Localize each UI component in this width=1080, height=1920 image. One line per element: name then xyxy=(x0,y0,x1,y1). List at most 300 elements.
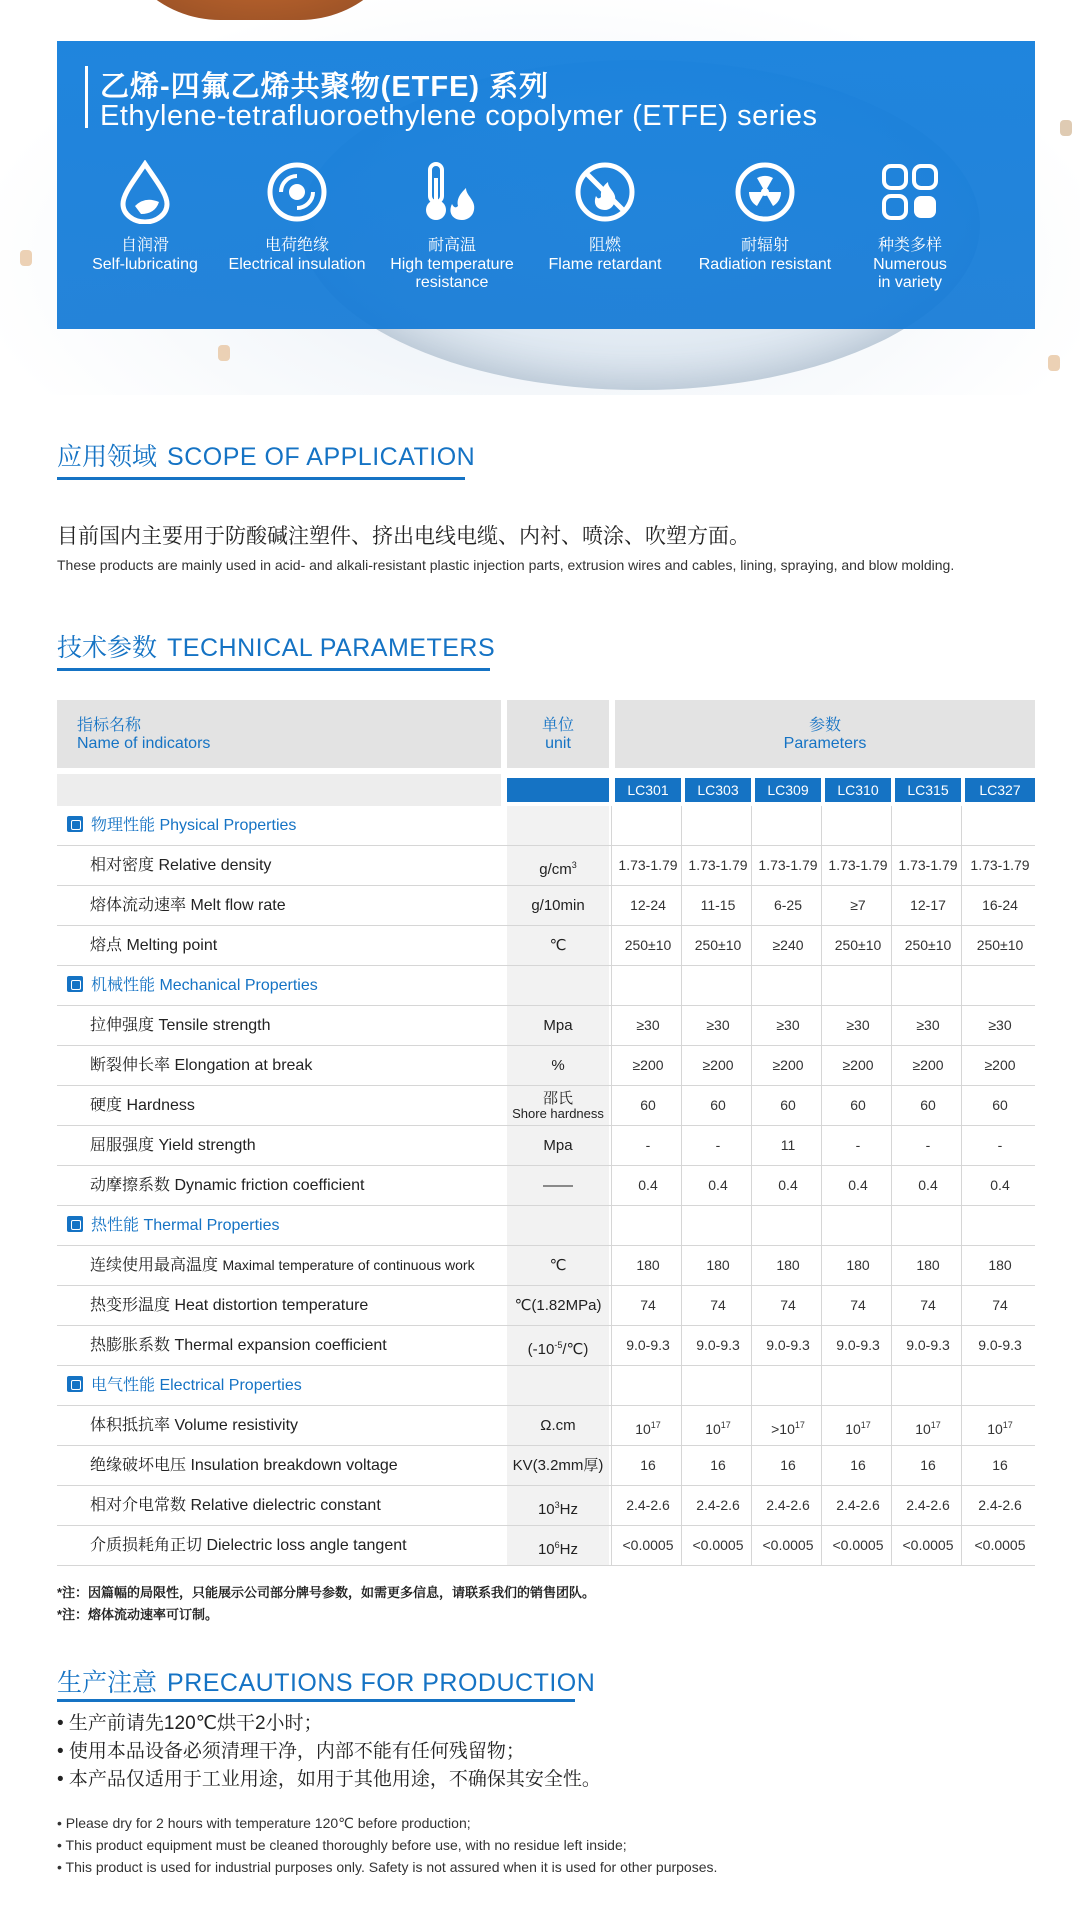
value-lc309 xyxy=(755,1326,821,1365)
value-text: 0.4 xyxy=(918,1177,938,1193)
category-label xyxy=(57,806,501,845)
indicator-name: 断裂伸长率 Elongation at break xyxy=(90,1057,313,1074)
scope-underline xyxy=(57,477,465,480)
scope-heading-cn: 应用领域 xyxy=(57,443,158,471)
column-divider xyxy=(821,806,822,845)
column-divider xyxy=(681,1086,682,1125)
column-divider xyxy=(961,1366,962,1405)
unit-suffix: Hz xyxy=(559,1501,579,1518)
column-divider xyxy=(961,926,962,965)
model-lc303: LC303 xyxy=(685,778,751,802)
unit-cell xyxy=(507,1006,609,1045)
value-lc327 xyxy=(965,1326,1035,1365)
column-divider xyxy=(751,1086,752,1125)
value-lc327 xyxy=(965,1486,1035,1525)
unit-base: (-10 xyxy=(527,1341,555,1358)
column-divider xyxy=(751,966,752,1005)
pellet xyxy=(1060,120,1072,136)
value-lc301 xyxy=(615,846,681,885)
mechanical-category-icon xyxy=(67,976,83,992)
value-lc309 xyxy=(755,1446,821,1485)
value-text: 60 xyxy=(710,1097,726,1113)
value-lc309 xyxy=(755,1526,821,1565)
indicator-name: 体积抵抗率 Volume resistivity xyxy=(90,1417,299,1434)
column-divider xyxy=(891,1526,892,1565)
value-lc327 xyxy=(965,846,1035,885)
unit-text: KV(3.2mm厚) xyxy=(512,1457,604,1474)
value-lc327 xyxy=(965,1286,1035,1325)
value-lc315 xyxy=(895,1046,961,1085)
series-title-cn: 乙烯-四氟乙烯共聚物(ETFE) 系列 xyxy=(100,71,550,103)
value-text: 2.4-2.6 xyxy=(836,1497,880,1513)
value-text: 180 xyxy=(776,1257,800,1273)
value-text: 9.0-9.3 xyxy=(906,1337,950,1353)
value-lc303 xyxy=(685,1446,751,1485)
table-row-friction xyxy=(57,1166,1035,1206)
category-label xyxy=(57,1366,501,1405)
value-text: <0.0005 xyxy=(622,1537,674,1553)
value-text: ≥240 xyxy=(772,937,804,953)
tech-heading xyxy=(57,628,495,664)
value-text: 1.73-1.79 xyxy=(758,857,818,873)
column-divider xyxy=(751,1006,752,1045)
value-lc315 xyxy=(895,1486,961,1525)
value-lc327 xyxy=(965,1406,1035,1445)
column-divider xyxy=(611,1006,612,1045)
feature-label-en: Numerous xyxy=(873,256,947,273)
value-lc310 xyxy=(825,1526,891,1565)
header-params xyxy=(615,700,1035,768)
feature-electrical-insulation xyxy=(217,160,377,274)
value-lc327 xyxy=(965,1446,1035,1485)
value-lc303 xyxy=(685,1526,751,1565)
feature-label-en2: in variety xyxy=(877,274,943,291)
value-text: <0.0005 xyxy=(902,1537,954,1553)
column-divider xyxy=(611,1286,612,1325)
column-divider xyxy=(751,1446,752,1485)
value-text: 9.0-9.3 xyxy=(836,1337,880,1353)
header-name-cn: 指标名称 xyxy=(77,717,142,734)
value-text: 10 xyxy=(987,1421,1003,1437)
precautions-underline xyxy=(57,1699,575,1702)
precautions-list-cn xyxy=(57,1710,601,1794)
table-row-elongation xyxy=(57,1046,1035,1086)
unit-text: Ω.cm xyxy=(540,1417,576,1434)
value-lc309 xyxy=(755,846,821,885)
value-lc310 xyxy=(825,1006,891,1045)
indicator-name: 动摩擦系数 Dynamic friction coefficient xyxy=(90,1177,365,1194)
column-divider xyxy=(611,1166,612,1205)
value-lc310 xyxy=(825,1446,891,1485)
value-text: 1.73-1.79 xyxy=(898,857,958,873)
column-divider xyxy=(751,1166,752,1205)
feature-radiation-resistant xyxy=(685,160,845,274)
value-text: <0.0005 xyxy=(974,1537,1026,1553)
value-text: - xyxy=(715,1137,721,1153)
indicator-name: 熔体流动速率 Melt flow rate xyxy=(90,897,286,914)
value-text: 1.73-1.79 xyxy=(688,857,748,873)
column-divider xyxy=(751,1526,752,1565)
value-text: 0.4 xyxy=(708,1177,728,1193)
precautions-heading-cn: 生产注意 xyxy=(57,1669,158,1697)
value-lc310 xyxy=(825,1046,891,1085)
value-lc327 xyxy=(965,926,1035,965)
column-divider xyxy=(821,1286,822,1325)
column-divider xyxy=(961,1006,962,1045)
column-divider xyxy=(681,1006,682,1045)
column-divider xyxy=(751,1206,752,1245)
water-drop-icon xyxy=(113,160,177,224)
column-divider xyxy=(961,1086,962,1125)
value-lc310 xyxy=(825,1086,891,1125)
column-divider xyxy=(891,1086,892,1125)
value-lc301 xyxy=(615,1286,681,1325)
value-lc301 xyxy=(615,1526,681,1565)
column-divider xyxy=(751,926,752,965)
series-title-en: Ethylene-tetrafluoroethylene copolymer (ETFE) series xyxy=(100,100,818,132)
column-divider xyxy=(891,1446,892,1485)
column-divider xyxy=(961,1246,962,1285)
category-text: 电气性能 Electrical Properties xyxy=(91,1377,302,1394)
column-divider xyxy=(891,1166,892,1205)
value-text: 12-24 xyxy=(630,897,666,913)
scope-text-en: These products are mainly used in acid- and alkali-resistant plastic injection parts, extrusion wires and cables, lining, spraying, and blow molding. xyxy=(57,557,955,573)
value-text: 180 xyxy=(846,1257,870,1273)
value-text: 1.73-1.79 xyxy=(618,857,678,873)
value-text: 16 xyxy=(920,1457,936,1473)
feature-high-temperature xyxy=(372,160,532,292)
value-lc303 xyxy=(685,1046,751,1085)
value-text: - xyxy=(925,1137,931,1153)
value-text: <0.0005 xyxy=(762,1537,814,1553)
column-divider xyxy=(681,1246,682,1285)
value-lc315 xyxy=(895,1286,961,1325)
value-lc315 xyxy=(895,846,961,885)
table-row-maxtemp xyxy=(57,1246,1035,1286)
value-lc309 xyxy=(755,1406,821,1445)
unit-exponent: 3 xyxy=(571,860,577,870)
table-row-dielectric xyxy=(57,1486,1035,1526)
column-divider xyxy=(611,1486,612,1525)
unit-text: Mpa xyxy=(543,1017,573,1034)
table-row-breakdown xyxy=(57,1446,1035,1486)
column-divider xyxy=(961,1046,962,1085)
column-divider xyxy=(961,1406,962,1445)
column-divider xyxy=(681,846,682,885)
value-text: 74 xyxy=(640,1297,656,1313)
value-text: 250±10 xyxy=(904,937,952,953)
value-text: 250±10 xyxy=(624,937,672,953)
column-divider xyxy=(961,1206,962,1245)
unit-exponent: -5 xyxy=(554,1340,563,1350)
value-lc327 xyxy=(965,1526,1035,1565)
column-divider xyxy=(821,966,822,1005)
value-text: 60 xyxy=(640,1097,656,1113)
unit-text: ℃ xyxy=(549,937,567,954)
radiation-icon xyxy=(733,160,797,224)
value-text: 10 xyxy=(915,1421,931,1437)
feature-label-cn: 耐辐射 xyxy=(740,237,789,254)
value-lc315 xyxy=(895,1086,961,1125)
value-lc327 xyxy=(965,1126,1035,1165)
column-divider xyxy=(751,886,752,925)
column-divider xyxy=(891,926,892,965)
value-text: 0.4 xyxy=(638,1177,658,1193)
table-row-yield xyxy=(57,1126,1035,1166)
value-text: ≥200 xyxy=(772,1057,804,1073)
value-lc303 xyxy=(685,1326,751,1365)
table-row-expansion xyxy=(57,1326,1035,1366)
value-text: ≥30 xyxy=(988,1017,1012,1033)
unit-cell-empty xyxy=(507,1366,609,1405)
value-lc327 xyxy=(965,1086,1035,1125)
value-lc301 xyxy=(615,886,681,925)
precaution-item-cn: • 使用本品设备必须清理干净，内部不能有任何残留物； xyxy=(57,1741,525,1762)
column-divider xyxy=(961,1126,962,1165)
value-text: 0.4 xyxy=(778,1177,798,1193)
category-text: 机械性能 Mechanical Properties xyxy=(91,977,318,994)
column-divider xyxy=(681,966,682,1005)
column-divider xyxy=(821,1126,822,1165)
column-divider xyxy=(891,1246,892,1285)
value-lc303 xyxy=(685,1286,751,1325)
model-row-unit-bar xyxy=(507,778,609,802)
value-lc301 xyxy=(615,1486,681,1525)
unit-suffix: /℃) xyxy=(562,1341,589,1358)
value-text: 74 xyxy=(992,1297,1008,1313)
header-name-en: Name of indicators xyxy=(77,735,211,752)
value-text: ≥200 xyxy=(912,1057,944,1073)
model-lc315: LC315 xyxy=(895,778,961,802)
unit-cell xyxy=(507,1046,609,1085)
value-lc310 xyxy=(825,1326,891,1365)
value-lc303 xyxy=(685,1086,751,1125)
header-unit-cn: 单位 xyxy=(541,717,574,734)
value-lc315 xyxy=(895,1006,961,1045)
value-text: 180 xyxy=(916,1257,940,1273)
header-name xyxy=(57,700,501,768)
value-text: 0.4 xyxy=(848,1177,868,1193)
column-divider xyxy=(891,806,892,845)
feature-label-cn: 自润滑 xyxy=(120,237,169,254)
value-text: ≥200 xyxy=(702,1057,734,1073)
column-divider xyxy=(751,1246,752,1285)
category-label xyxy=(57,966,501,1005)
physical-category-icon xyxy=(67,816,83,832)
value-text: 1.73-1.79 xyxy=(970,857,1030,873)
unit-text: ℃ xyxy=(549,1257,567,1274)
value-lc301 xyxy=(615,1406,681,1445)
tech-heading-cn: 技术参数 xyxy=(57,634,158,662)
value-text: ≥200 xyxy=(842,1057,874,1073)
feature-label-en: Self-lubricating xyxy=(92,256,198,273)
value-exponent: 17 xyxy=(930,1420,941,1430)
value-exponent: 17 xyxy=(794,1420,805,1430)
model-row-blank xyxy=(57,774,501,806)
value-lc301 xyxy=(615,1326,681,1365)
value-lc301 xyxy=(615,1086,681,1125)
indicator-name: 熔点 Melting point xyxy=(90,937,218,954)
value-text: ≥30 xyxy=(846,1017,870,1033)
column-divider xyxy=(611,846,612,885)
column-divider xyxy=(961,886,962,925)
unit-cell xyxy=(507,1446,609,1485)
feature-label-en2: resistance xyxy=(415,274,489,291)
column-divider xyxy=(611,1046,612,1085)
value-text: 9.0-9.3 xyxy=(766,1337,810,1353)
column-divider xyxy=(751,1406,752,1445)
amber-pellet-jar xyxy=(110,0,410,20)
column-divider xyxy=(681,1366,682,1405)
value-lc315 xyxy=(895,1246,961,1285)
column-divider xyxy=(961,806,962,845)
value-text: 16 xyxy=(780,1457,796,1473)
value-lc309 xyxy=(755,1286,821,1325)
thermometer-flame-icon xyxy=(420,160,484,224)
value-text: ≥200 xyxy=(632,1057,664,1073)
value-text: 1.73-1.79 xyxy=(828,857,888,873)
unit-cell xyxy=(507,1486,609,1525)
value-lc301 xyxy=(615,1046,681,1085)
value-text: ≥30 xyxy=(636,1017,660,1033)
unit-cell xyxy=(507,886,609,925)
value-lc301 xyxy=(615,1126,681,1165)
column-divider xyxy=(751,1326,752,1365)
value-text: 60 xyxy=(850,1097,866,1113)
column-divider xyxy=(821,1366,822,1405)
column-divider xyxy=(891,1286,892,1325)
column-divider xyxy=(751,806,752,845)
column-divider xyxy=(821,1446,822,1485)
unit-base: 10 xyxy=(537,1541,555,1558)
indicator-name-cn: 连续使用最高温度 xyxy=(90,1257,219,1274)
value-lc303 xyxy=(685,1006,751,1045)
category-row-electrical xyxy=(57,1366,1035,1406)
value-text: <0.0005 xyxy=(692,1537,744,1553)
column-divider xyxy=(961,846,962,885)
value-lc315 xyxy=(895,1326,961,1365)
value-text: 16 xyxy=(640,1457,656,1473)
unit-suffix: Hz xyxy=(559,1541,579,1558)
column-divider xyxy=(611,1446,612,1485)
column-divider xyxy=(821,1406,822,1445)
value-lc315 xyxy=(895,1526,961,1565)
value-text: 10 xyxy=(845,1421,861,1437)
value-lc309 xyxy=(755,886,821,925)
column-divider xyxy=(961,1446,962,1485)
column-divider xyxy=(681,1046,682,1085)
value-text: 74 xyxy=(850,1297,866,1313)
feature-flame-retardant xyxy=(525,160,685,274)
value-text: 250±10 xyxy=(694,937,742,953)
unit-text: g/cm xyxy=(539,861,572,878)
unit-cell xyxy=(507,1406,609,1445)
scope-text-cn: 目前国内主要用于防酸碱注塑件、挤出电线电缆、内衬、喷涂、吹塑方面。 xyxy=(57,525,750,548)
feature-label-en: High temperature xyxy=(390,256,514,273)
table-row-loss xyxy=(57,1526,1035,1566)
category-row-thermal xyxy=(57,1206,1035,1246)
value-text: 74 xyxy=(920,1297,936,1313)
value-lc310 xyxy=(825,1166,891,1205)
unit-base: 10 xyxy=(537,1501,555,1518)
value-lc327 xyxy=(965,886,1035,925)
scope-heading-en: SCOPE OF APPLICATION xyxy=(167,443,476,471)
column-divider xyxy=(681,1406,682,1445)
value-text: 180 xyxy=(706,1257,730,1273)
value-text: 60 xyxy=(780,1097,796,1113)
value-lc303 xyxy=(685,1486,751,1525)
indicator-name: 介质损耗角正切 Dielectric loss angle tangent xyxy=(90,1537,407,1554)
value-lc310 xyxy=(825,1406,891,1445)
column-divider xyxy=(611,1526,612,1565)
value-text: 2.4-2.6 xyxy=(696,1497,740,1513)
table-row-density xyxy=(57,846,1035,886)
column-divider xyxy=(611,1126,612,1165)
value-lc303 xyxy=(685,846,751,885)
value-exponent: 17 xyxy=(650,1420,661,1430)
category-label xyxy=(57,1206,501,1245)
column-divider xyxy=(821,1326,822,1365)
value-text: ≥30 xyxy=(776,1017,800,1033)
unit-cell xyxy=(507,1526,609,1565)
value-lc310 xyxy=(825,1286,891,1325)
value-lc327 xyxy=(965,1046,1035,1085)
value-text: 12-17 xyxy=(910,897,946,913)
value-text: 74 xyxy=(710,1297,726,1313)
value-lc310 xyxy=(825,1486,891,1525)
table-row-hardness xyxy=(57,1086,1035,1126)
precaution-item-cn: • 本产品仅适用于工业用途，如用于其他用途，不确保其安全性。 xyxy=(57,1769,601,1790)
column-divider xyxy=(891,1126,892,1165)
value-text: 180 xyxy=(988,1257,1012,1273)
column-divider xyxy=(751,1286,752,1325)
feature-label-en: Flame retardant xyxy=(548,256,662,273)
table-row-melting xyxy=(57,926,1035,966)
table-notes xyxy=(57,1582,595,1626)
value-text: 9.0-9.3 xyxy=(978,1337,1022,1353)
unit-text: % xyxy=(551,1057,565,1074)
indicator-name: 硬度 Hardness xyxy=(90,1097,195,1114)
column-divider xyxy=(891,1406,892,1445)
value-text: 11-15 xyxy=(700,897,736,913)
value-text: 250±10 xyxy=(976,937,1024,953)
column-divider xyxy=(961,1486,962,1525)
column-divider xyxy=(751,1366,752,1405)
value-text: - xyxy=(997,1137,1003,1153)
value-text: <0.0005 xyxy=(832,1537,884,1553)
column-divider xyxy=(961,1286,962,1325)
tech-heading-en: TECHNICAL PARAMETERS xyxy=(167,634,496,662)
column-divider xyxy=(821,1166,822,1205)
column-divider xyxy=(681,1126,682,1165)
unit-cell xyxy=(507,1326,609,1365)
model-lc310: LC310 xyxy=(825,778,891,802)
precaution-item-en: • This product is used for industrial purposes only. Safety is not assured when it is used for other purposes. xyxy=(57,1859,718,1875)
column-divider xyxy=(891,1006,892,1045)
column-divider xyxy=(891,966,892,1005)
precaution-item-en: • Please dry for 2 hours with temperature 120℃ before production; xyxy=(57,1815,471,1831)
column-divider xyxy=(891,1206,892,1245)
value-lc309 xyxy=(755,1486,821,1525)
unit-text: Mpa xyxy=(543,1137,573,1154)
value-lc303 xyxy=(685,1166,751,1205)
header-unit-en: unit xyxy=(545,735,571,752)
value-text: 2.4-2.6 xyxy=(766,1497,810,1513)
precautions-list-en xyxy=(57,1812,717,1878)
value-text: - xyxy=(855,1137,861,1153)
value-lc301 xyxy=(615,1006,681,1045)
column-divider xyxy=(681,1166,682,1205)
